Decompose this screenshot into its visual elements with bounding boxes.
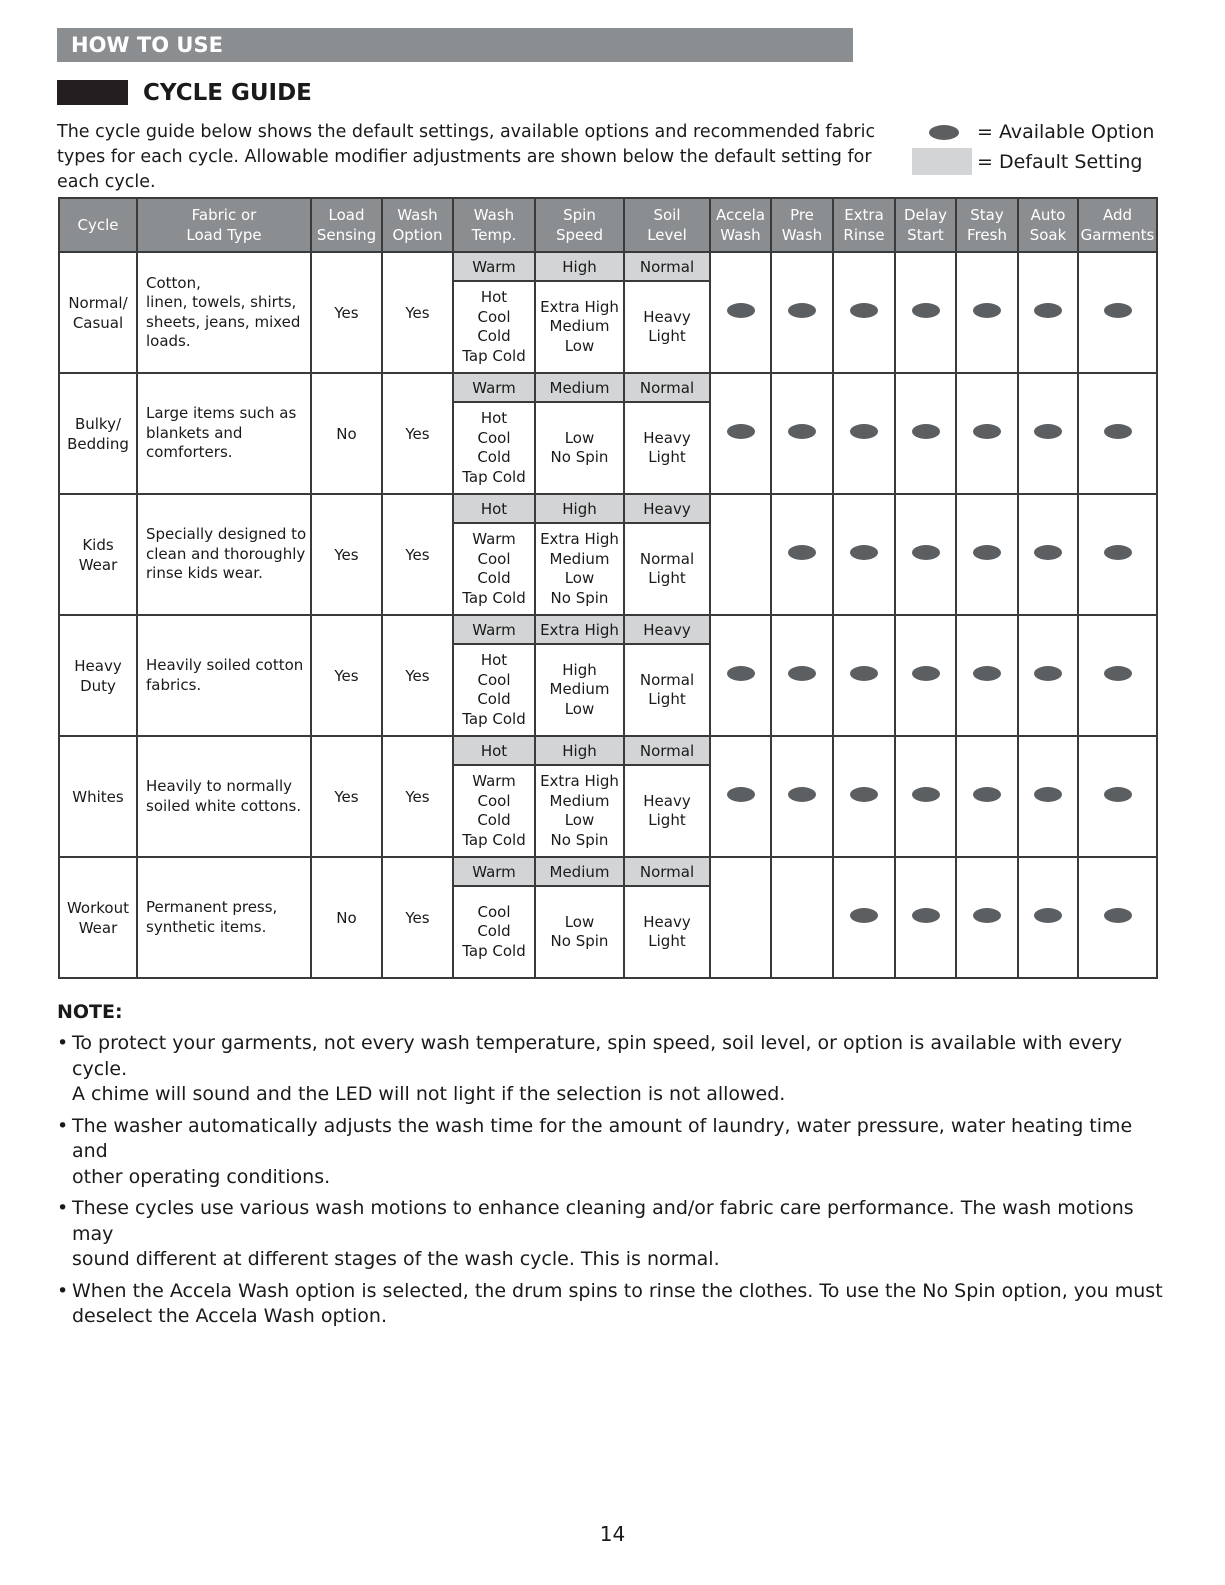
note-text-line: A chime will sound and the LED will not light if the selection is not allowed. [72,1083,786,1105]
wash-option-value: Yes [382,736,453,857]
fabric-type-line: comforters. [146,443,233,462]
column-header [1018,198,1078,252]
column-header [771,198,833,252]
available-option-icon [912,303,940,318]
bullet-icon: • [57,1032,69,1054]
note-text-line: deselect the Accela Wash option. [72,1305,387,1327]
table-row [59,494,1157,523]
spin-speed-options-line: Medium [549,680,610,699]
column-header-text: Sensing [316,226,377,244]
spin-speed-options-line: No Spin [550,448,609,466]
fabric-type [137,615,311,736]
fabric-type [137,252,311,373]
option-cell [1078,615,1157,736]
note-item [57,1279,1167,1330]
available-option-icon [973,545,1001,560]
wash-temp-options-line: Tap Cold [462,588,526,607]
option-cell [710,252,771,373]
default-soil-level: Normal [624,373,710,402]
spin-speed-options [535,281,624,373]
available-option-icon [850,787,878,802]
note-item [57,1114,1167,1191]
option-cell [895,373,956,494]
column-header-text: Fresh [967,226,1007,244]
available-option-icon [912,424,940,439]
notes-list [57,1031,1167,1336]
soil-level-options-line: Light [648,448,686,466]
option-cell [1018,252,1078,373]
note-text-line: When the Accela Wash option is selected, the drum spins to rinse the clothes. To use the No Spin option, you must [72,1279,1163,1302]
available-option-icon [1104,787,1132,802]
cycle-name-line: Wear [78,555,118,574]
column-header-text: Pre [790,206,814,224]
soil-level-options-line: Normal [639,670,695,689]
available-option-icon [1034,424,1062,439]
option-cell [1078,494,1157,615]
cycle-name [59,373,137,494]
spin-speed-options-line: High [562,660,597,679]
available-option-icon [1034,787,1062,802]
option-cell [710,373,771,494]
default-spin-speed: High [535,252,624,281]
option-cell [1018,494,1078,615]
option-cell [956,494,1018,615]
soil-level-options-line: Normal [639,549,695,568]
note-text-line: other operating conditions. [72,1165,331,1188]
available-option-icon [788,545,816,560]
soil-level-options-line: Light [648,811,686,829]
column-header-text: Wash [720,226,761,244]
fabric-type-line: Heavily soiled cotton [146,656,304,674]
wash-temp-options-line: Cold [477,327,511,345]
option-cell [956,736,1018,857]
option-cell [1018,615,1078,736]
load-sensing-value: Yes [311,252,382,373]
soil-level-options [624,523,710,615]
spin-speed-options [535,523,624,615]
cycle-name [59,252,137,373]
cycle-name-line: Heavy [74,656,122,675]
column-header [710,198,771,252]
wash-option-value: Yes [382,857,453,978]
column-header-text: Level [647,226,687,244]
option-cell [710,857,771,978]
default-soil-level: Heavy [624,494,710,523]
wash-temp-options-line: Warm [472,530,516,548]
wash-temp-options-line: Cold [477,690,511,708]
option-cell [833,494,895,615]
fabric-type-line: Specially designed to [146,525,307,544]
spin-speed-options-line: Low [564,699,595,718]
fabric-type [137,494,311,615]
load-sensing-value: No [311,373,382,494]
available-option-icon [973,787,1001,802]
option-cell [771,252,833,373]
spin-speed-options-line: Low [564,811,595,829]
option-cell [833,615,895,736]
fabric-type-line: sheets, jeans, mixed [146,312,301,331]
cycle-name-line: Casual [72,313,124,332]
default-soil-level: Heavy [624,615,710,644]
option-cell [1078,736,1157,857]
default-spin-speed: Extra High [535,615,624,644]
column-header-text: Speed [555,226,604,244]
wash-temp-options-line: Cool [477,670,511,689]
spin-speed-options-line: Extra High [540,297,619,316]
column-header-text: Rinse [843,226,885,244]
option-cell [1018,857,1078,978]
option-cell [1018,373,1078,494]
column-header-text: Fabric or [191,206,257,224]
column-header [1078,198,1157,252]
column-header-text: Spin [563,206,596,224]
column-header-text: Temp. [471,226,517,244]
wash-temp-options-line: Tap Cold [462,830,526,849]
option-cell [956,252,1018,373]
cycle-name-line: Whites [72,787,124,806]
available-option-icon [1034,303,1062,318]
wash-temp-options-line: Tap Cold [462,467,526,486]
soil-level-options-line: Heavy [643,428,691,447]
column-header-text: Auto [1030,206,1066,224]
option-cell [771,494,833,615]
cycle-name-line: Normal/ [68,293,128,312]
fabric-type-line: soiled white cottons. [146,796,302,815]
spin-speed-options-line: No Spin [550,830,609,849]
fabric-type [137,373,311,494]
intro-text: The cycle guide below shows the default settings, available options and recommended fabric types for each cycle. Allowable modifier adjustments are shown below the default setting for each cycle. [57,122,876,192]
option-cell [771,857,833,978]
wash-temp-options-line: Hot [480,651,508,669]
wash-temp-options-line: Tap Cold [462,346,526,365]
note-item [57,1196,1167,1273]
wash-temp-options-line: Hot [480,409,508,427]
available-option-icon [1104,424,1132,439]
wash-temp-options-line: Cold [477,448,511,466]
option-cell [771,373,833,494]
page-title: CYCLE GUIDE [143,80,312,106]
column-header-text: Load [328,206,365,224]
option-cell [895,252,956,373]
wash-temp-options [453,644,535,736]
wash-option-value: Yes [382,252,453,373]
available-option-icon [973,303,1001,318]
option-cell [956,373,1018,494]
available-option-icon [1034,666,1062,681]
available-option-icon [912,787,940,802]
available-option-icon [788,424,816,439]
available-option-icon [912,545,940,560]
option-cell [895,857,956,978]
cycle-name [59,494,137,615]
table-row [59,736,1157,765]
column-header-text: Add [1102,206,1133,224]
column-header-text: Garments [1080,226,1155,244]
option-cell [833,857,895,978]
default-spin-speed: Medium [535,857,624,886]
column-header [535,198,624,252]
spin-speed-options [535,765,624,857]
default-wash-temp: Warm [453,373,535,402]
soil-level-options-line: Light [648,569,686,587]
spin-speed-options-line: Low [564,912,595,931]
option-cell [833,252,895,373]
spin-speed-options-line: Extra High [540,530,619,548]
soil-level-options [624,886,710,978]
column-header-text: Accela [715,206,766,224]
available-option-icon [850,545,878,560]
cycle-name-line: Bedding [67,434,129,453]
load-sensing-value: Yes [311,736,382,857]
default-spin-speed: High [535,736,624,765]
available-option-icon [1104,666,1132,681]
default-wash-temp: Hot [453,736,535,765]
wash-temp-options [453,402,535,494]
fabric-type-line: Heavily to normally [146,777,292,795]
wash-temp-options-line: Hot [480,288,508,306]
legend-available-label: = Available Option [977,121,1155,143]
soil-level-options [624,402,710,494]
option-cell [833,736,895,857]
spin-speed-options-line: Low [564,428,595,447]
soil-level-options [624,644,710,736]
fabric-type-line: fabrics. [146,675,202,694]
column-header [956,198,1018,252]
fabric-type [137,857,311,978]
spin-speed-options-line: Medium [549,317,610,336]
available-option-icon [1104,545,1132,560]
available-option-icon [1034,545,1062,560]
column-header-text: Load Type [186,226,262,244]
spin-speed-options-line: No Spin [550,588,609,607]
available-option-icon [727,424,755,439]
option-cell [771,736,833,857]
column-header [895,198,956,252]
column-header [59,198,137,252]
default-wash-temp: Hot [453,494,535,523]
spin-speed-options-line: Medium [549,549,610,568]
wash-temp-options-line: Cool [477,549,511,568]
cycle-name-line: Duty [80,676,116,695]
cycle-name-line: Bulky/ [74,414,122,433]
option-cell [771,615,833,736]
bullet-icon: • [57,1279,69,1302]
option-cell [895,494,956,615]
bullet-icon: • [57,1114,69,1137]
column-header-text: Soak [1029,226,1067,244]
bullet-icon: • [57,1197,69,1219]
wash-temp-options [453,523,535,615]
available-option-icon [850,424,878,439]
spin-speed-options [535,402,624,494]
wash-temp-options-line: Cold [477,922,511,941]
cycle-name [59,615,137,736]
column-header [137,198,311,252]
column-header-text: Start [907,226,944,244]
note-text-line: sound different at different stages of the wash cycle. This is normal. [72,1248,720,1270]
column-header-text: Option [392,226,443,244]
column-header-text: Wash [473,206,515,224]
wash-temp-options-line: Cool [477,307,511,326]
wash-option-value: Yes [382,373,453,494]
wash-temp-options-line: Cold [477,569,511,587]
available-option-icon [788,787,816,802]
option-cell [895,615,956,736]
soil-level-options-line: Light [648,932,686,950]
note-text-line: The washer automatically adjusts the wash time for the amount of laundry, water pressure, water heating time and [72,1114,1133,1162]
note-title: NOTE: [57,1001,123,1023]
option-cell [1078,373,1157,494]
available-option-icon [727,787,755,802]
column-header [311,198,382,252]
option-cell [1078,857,1157,978]
load-sensing-value: No [311,857,382,978]
fabric-type-line: Cotton, [146,273,201,292]
soil-level-options-line: Heavy [643,791,691,810]
available-option-icon [788,666,816,681]
soil-level-options-line: Heavy [643,912,691,931]
column-header-text: Cycle [77,216,119,234]
available-option-icon [1104,303,1132,318]
option-cell [956,615,1018,736]
available-option-icon [912,908,940,923]
soil-level-options [624,765,710,857]
soil-level-options [624,281,710,373]
available-option-icon [850,666,878,681]
spin-speed-options [535,644,624,736]
available-option-icon [727,666,755,681]
column-header [453,198,535,252]
soil-level-options-line: Heavy [643,307,691,326]
default-wash-temp: Warm [453,615,535,644]
default-wash-temp: Warm [453,252,535,281]
wash-temp-options-line: Cold [477,811,511,829]
wash-temp-options-line: Tap Cold [462,709,526,728]
default-soil-level: Normal [624,252,710,281]
default-setting-swatch [912,148,972,175]
fabric-type [137,736,311,857]
wash-option-value: Yes [382,494,453,615]
section-marker-block [57,80,128,105]
legend-default-label: = Default Setting [977,151,1143,173]
table-row [59,252,1157,281]
fabric-type-line: blankets and [146,423,243,442]
spin-speed-options-line: No Spin [550,932,609,950]
wash-temp-options-line: Warm [472,772,516,790]
column-header-text: Wash [397,206,438,224]
cycle-name-line: Kids [82,535,114,554]
option-cell [895,736,956,857]
load-sensing-value: Yes [311,494,382,615]
wash-temp-options [453,886,535,978]
column-header [624,198,710,252]
available-option-icon [850,303,878,318]
wash-temp-options-line: Cool [477,902,511,921]
option-cell [710,494,771,615]
table-row [59,857,1157,886]
column-header-text: Stay [970,206,1004,224]
fabric-type-line: loads. [146,332,191,350]
column-header-text: Soil [653,206,681,224]
option-cell [956,857,1018,978]
wash-temp-options [453,281,535,373]
spin-speed-options-line: Extra High [540,772,619,790]
section-header-bar: HOW TO USE [57,28,853,62]
wash-option-value: Yes [382,615,453,736]
spin-speed-options [535,886,624,978]
default-wash-temp: Warm [453,857,535,886]
wash-temp-options-line: Tap Cold [462,941,526,960]
cycle-name [59,736,137,857]
default-spin-speed: Medium [535,373,624,402]
column-header-text: Extra [844,206,884,224]
option-cell [1018,736,1078,857]
soil-level-options-line: Light [648,327,686,345]
option-cell [833,373,895,494]
available-option-icon [1104,908,1132,923]
available-option-icon [850,908,878,923]
spin-speed-options-line: Low [564,336,595,355]
fabric-type-line: Permanent press, [146,898,278,916]
column-header [833,198,895,252]
table-row [59,373,1157,402]
wash-temp-options-line: Cool [477,428,511,447]
note-item [57,1031,1167,1108]
default-soil-level: Normal [624,736,710,765]
cycle-name-line: Wear [78,918,118,937]
fabric-type-line: synthetic items. [146,917,267,936]
wash-temp-options [453,765,535,857]
page-number: 14 [599,1522,626,1546]
cycle-guide-table [58,197,1158,979]
option-cell [710,615,771,736]
note-text-line: To protect your garments, not every wash temperature, spin speed, soil level, or option is available with every cycle. [72,1032,1123,1080]
available-option-icon [1034,908,1062,923]
load-sensing-value: Yes [311,615,382,736]
cycle-name-line: Workout [66,898,129,917]
spin-speed-options-line: Low [564,569,595,587]
default-spin-speed: High [535,494,624,523]
available-option-icon [973,424,1001,439]
note-text-line: These cycles use various wash motions to enhance cleaning and/or fabric care performance. The wash motions may [72,1197,1134,1245]
cycle-name [59,857,137,978]
fabric-type-line: clean and thoroughly [146,544,306,563]
column-header-text: Wash [781,226,823,244]
table-header-row [59,198,1157,252]
default-soil-level: Normal [624,857,710,886]
option-cell [710,736,771,857]
available-option-icon [727,303,755,318]
soil-level-options-line: Light [648,690,686,708]
option-cell [1078,252,1157,373]
fabric-type-line: Large items such as [146,404,297,423]
available-option-icon [788,303,816,318]
wash-temp-options-line: Cool [477,791,511,810]
spin-speed-options-line: Medium [549,791,610,810]
fabric-type-line: linen, towels, shirts, [146,293,297,311]
available-option-icon [973,666,1001,681]
table-row [59,615,1157,644]
available-option-icon [929,125,959,140]
fabric-type-line: rinse kids wear. [146,564,263,583]
available-option-icon [912,666,940,681]
column-header [382,198,453,252]
available-option-icon [973,908,1001,923]
column-header-text: Delay [903,206,947,224]
